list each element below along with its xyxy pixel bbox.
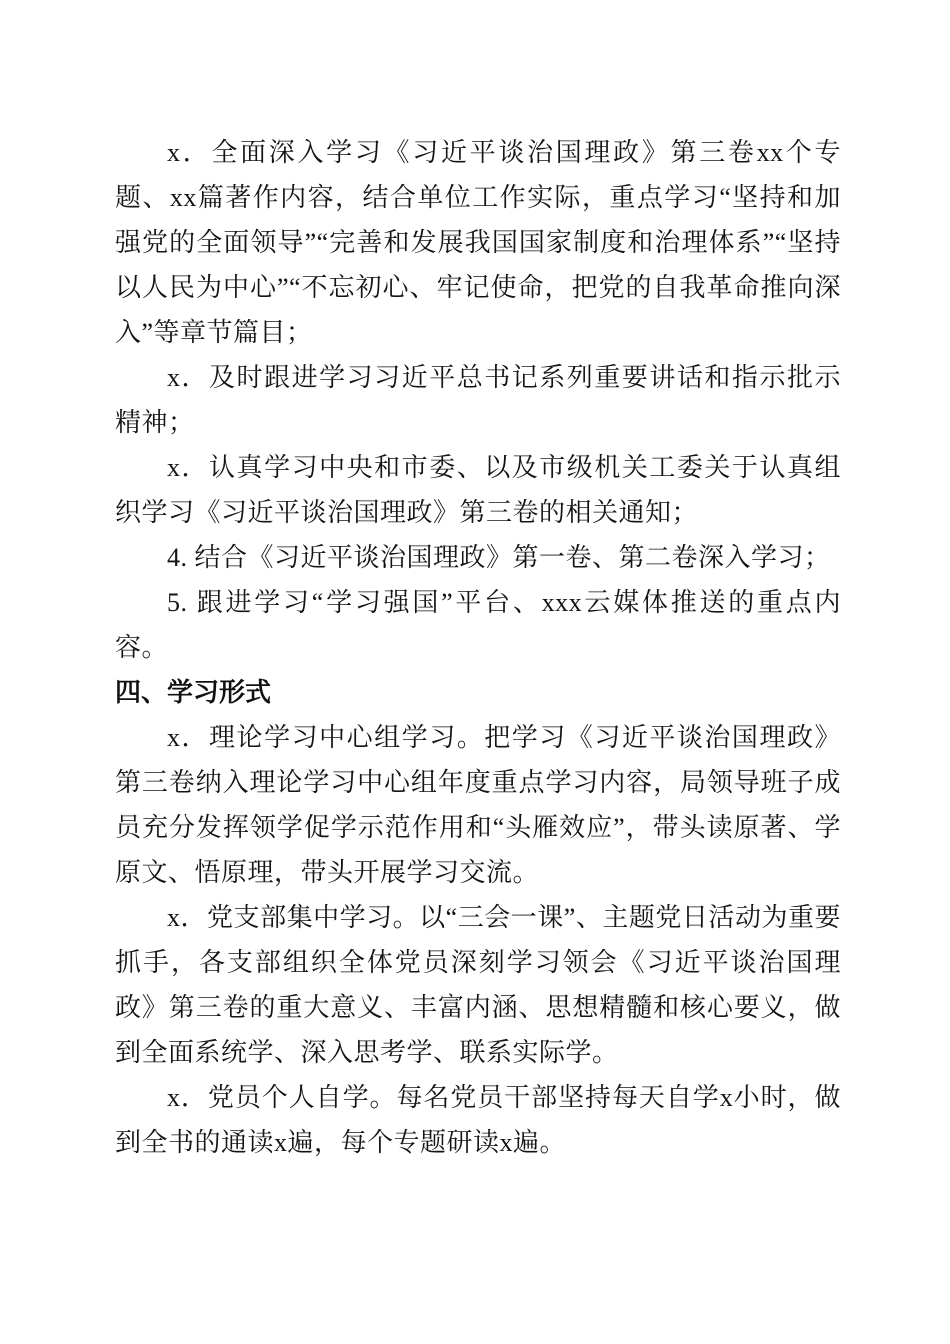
study-content-item-5: 5. 跟进学习“学习强国”平台、xxx云媒体推送的重点内容。 (115, 588, 841, 662)
section-study-format (115, 715, 841, 1165)
document-page (115, 130, 841, 1165)
study-content-item-2: x．及时跟进学习习近平总书记系列重要讲话和指示批示精神； (115, 363, 841, 437)
study-format-paragraph-central-group: x．理论学习中心组学习。把学习《习近平谈治国理政》第三卷纳入理论学习中心组年度重点学习内容，局领导班子成员充分发挥领学促学示范作用和“头雁效应”，带头读原著、学原文、悟原理，带头开展学习交流。 (115, 723, 841, 887)
study-format-paragraph-party-branch: x．党支部集中学习。以“三会一课”、主题党日活动为重要抓手，各支部组织全体党员深刻学习领会《习近平谈治国理政》第三卷的重大意义、丰富内涵、思想精髓和核心要义，做到全面系统学、深入思考学、联系实际学。 (115, 903, 841, 1067)
study-format-paragraph-individual: x．党员个人自学。每名党员干部坚持每天自学x小时，做到全书的通读x遍，每个专题研读x遍。 (115, 1083, 841, 1157)
study-content-item-4: 4. 结合《习近平谈治国理政》第一卷、第二卷深入学习； (167, 543, 831, 572)
section-study-content (115, 130, 841, 670)
study-content-item-3: x．认真学习中央和市委、以及市级机关工委关于认真组织学习《习近平谈治国理政》第三卷的相关通知； (115, 453, 841, 527)
study-content-item-1: x．全面深入学习《习近平谈治国理政》第三卷xx个专题、xx篇著作内容，结合单位工作实际，重点学习“坚持和加强党的全面领导”“完善和发展我国国家制度和治理体系”“坚持以人民为中心”“不忘初心、牢记使命，把党的自我革命推向深入”等章节篇目； (115, 138, 841, 347)
section-heading-study-format: 四、学习形式 (115, 677, 272, 707)
